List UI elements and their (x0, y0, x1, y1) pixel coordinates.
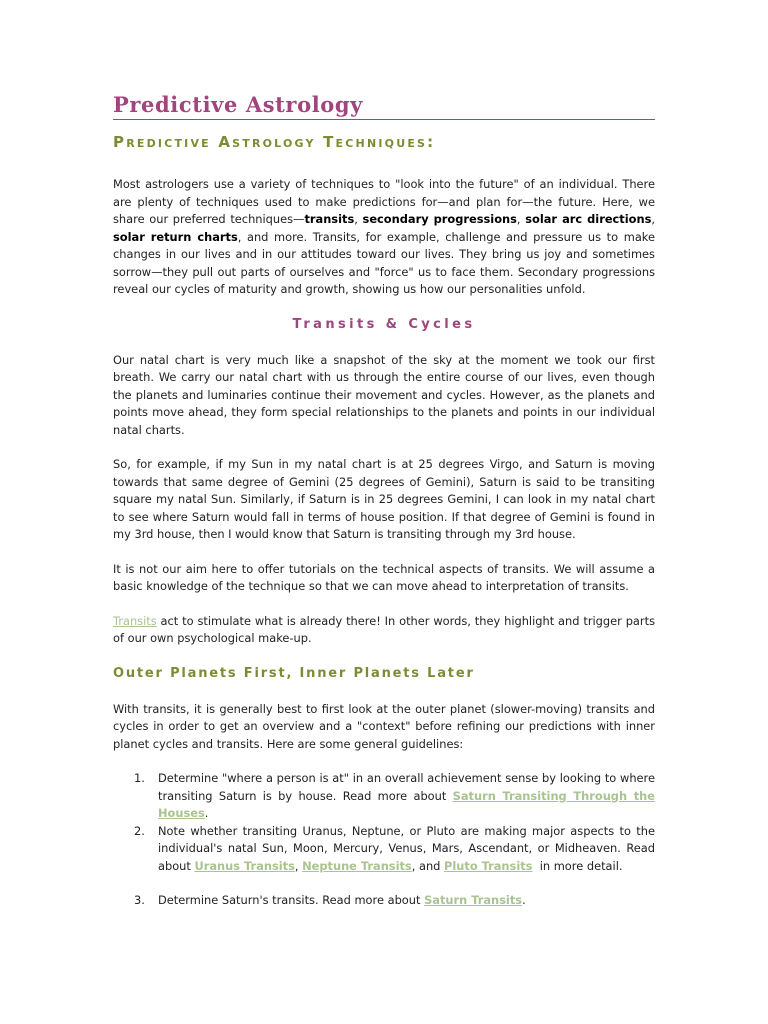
intro-paragraph (113, 176, 655, 299)
list-item (113, 892, 655, 910)
neptune-transits-link[interactable]: Neptune Transits (302, 858, 412, 873)
intro-sep-3: , (651, 212, 655, 226)
section-heading-outer-planets: Outer Planets First, Inner Planets Later (113, 665, 475, 681)
intro-sep-2: , (516, 212, 526, 226)
transits-paragraph-4 (113, 613, 655, 648)
transits-link[interactable]: Transits (113, 613, 157, 628)
list-text-end: in more detail. (532, 858, 623, 873)
list-number: 2. (134, 823, 145, 838)
list-text: Determine "where a person is at" in an overall achievement sense by looking to where transiting Saturn is by house. Read more about (158, 771, 655, 803)
saturn-transits-link[interactable]: Saturn Transits (424, 893, 523, 907)
pluto-transits-link[interactable]: Pluto Transits (444, 858, 533, 873)
list-text-end: . (522, 893, 526, 907)
list-sep: , and (411, 858, 445, 873)
list-number: 3. (134, 893, 145, 907)
transits-p4-text: act to stimulate what is already there! In other words, they highlight and trigger parts of our own psychological make-up. (113, 613, 655, 645)
technique-solar-arc: solar arc directions (525, 212, 652, 226)
intro-text-a: Most astrologers use a variety of techniques to "look into the future" of an individual. There are plenty of techniques used to make predictions for—and plan for—the future. Here, we share our preferred techniques— (113, 177, 655, 226)
page-title: Predictive Astrology (113, 92, 655, 120)
technique-secondary-progressions: secondary progressions (362, 212, 517, 226)
technique-transits: transits (304, 212, 355, 226)
uranus-transits-link[interactable]: Uranus Transits (194, 858, 295, 873)
list-text: Determine Saturn's transits. Read more about (158, 893, 425, 907)
list-text-end: . (204, 806, 209, 820)
transits-paragraph-3: It is not our aim here to offer tutorials on the technical aspects of transits. We will assume a basic knowledge of the technique so that we can move ahead to interpretation of transits. (113, 561, 655, 593)
outer-paragraph: With transits, it is generally best to first look at the outer planet (slower-moving) transits and cycles in order to get an overview and a "context" before refining our predictions with inner planet cycles and transits. Here are some general guidelines: (113, 701, 655, 751)
technique-solar-return: solar return charts (113, 229, 238, 244)
section-heading-transits: Transits & Cycles (292, 316, 476, 332)
saturn-houses-link[interactable]: Saturn Transiting Through the Houses (158, 788, 655, 820)
article (113, 92, 655, 910)
list-number: 1. (134, 771, 145, 785)
list-text: Note whether transiting Uranus, Neptune, or Pluto are making major aspects to the individual's natal Sun, Moon, Mercury, Venus, Mars, Ascendant, or Midheaven. Read about (158, 823, 655, 873)
transits-paragraph-2: So, for example, if my Sun in my natal chart is at 25 degrees Virgo, and Saturn is moving towards that same degree of Gemini (25 degrees of Gemini), Saturn is said to be transiting square my natal Sun. Similarly, if Saturn is in 25 degrees Gemini, I can look in my natal chart to see where Saturn would fall in terms of house position. If that degree of Gemini is found in my 3rd house, then I would know that Saturn is transiting through my 3rd house. (113, 457, 655, 541)
list-item (113, 823, 655, 876)
page-subtitle: Predictive Astrology Techniques: (113, 133, 436, 151)
intro-sep-1: , (354, 212, 363, 226)
list-sep: , (294, 858, 303, 873)
guidelines-list (113, 770, 655, 910)
transits-paragraph-1: Our natal chart is very much like a snapshot of the sky at the moment we took our first breath. We carry our natal chart with us through the entire course of our lives, even though the planets and luminaries continue their movement and cycles. However, as the planets and points move ahead, they form special relationships to the planets and points in our individual natal charts. (113, 352, 655, 437)
list-item (113, 770, 655, 823)
intro-text-b: , and more. Transits, for example, challenge and pressure us to make changes in our lives and in our attitudes toward our lives. They bring us joy and sometimes sorrow—they pull out parts of ourselves and "force" us to face them. Secondary progressions reveal our cycles of maturity and growth, showing us how our personalities unfold. (113, 229, 655, 296)
